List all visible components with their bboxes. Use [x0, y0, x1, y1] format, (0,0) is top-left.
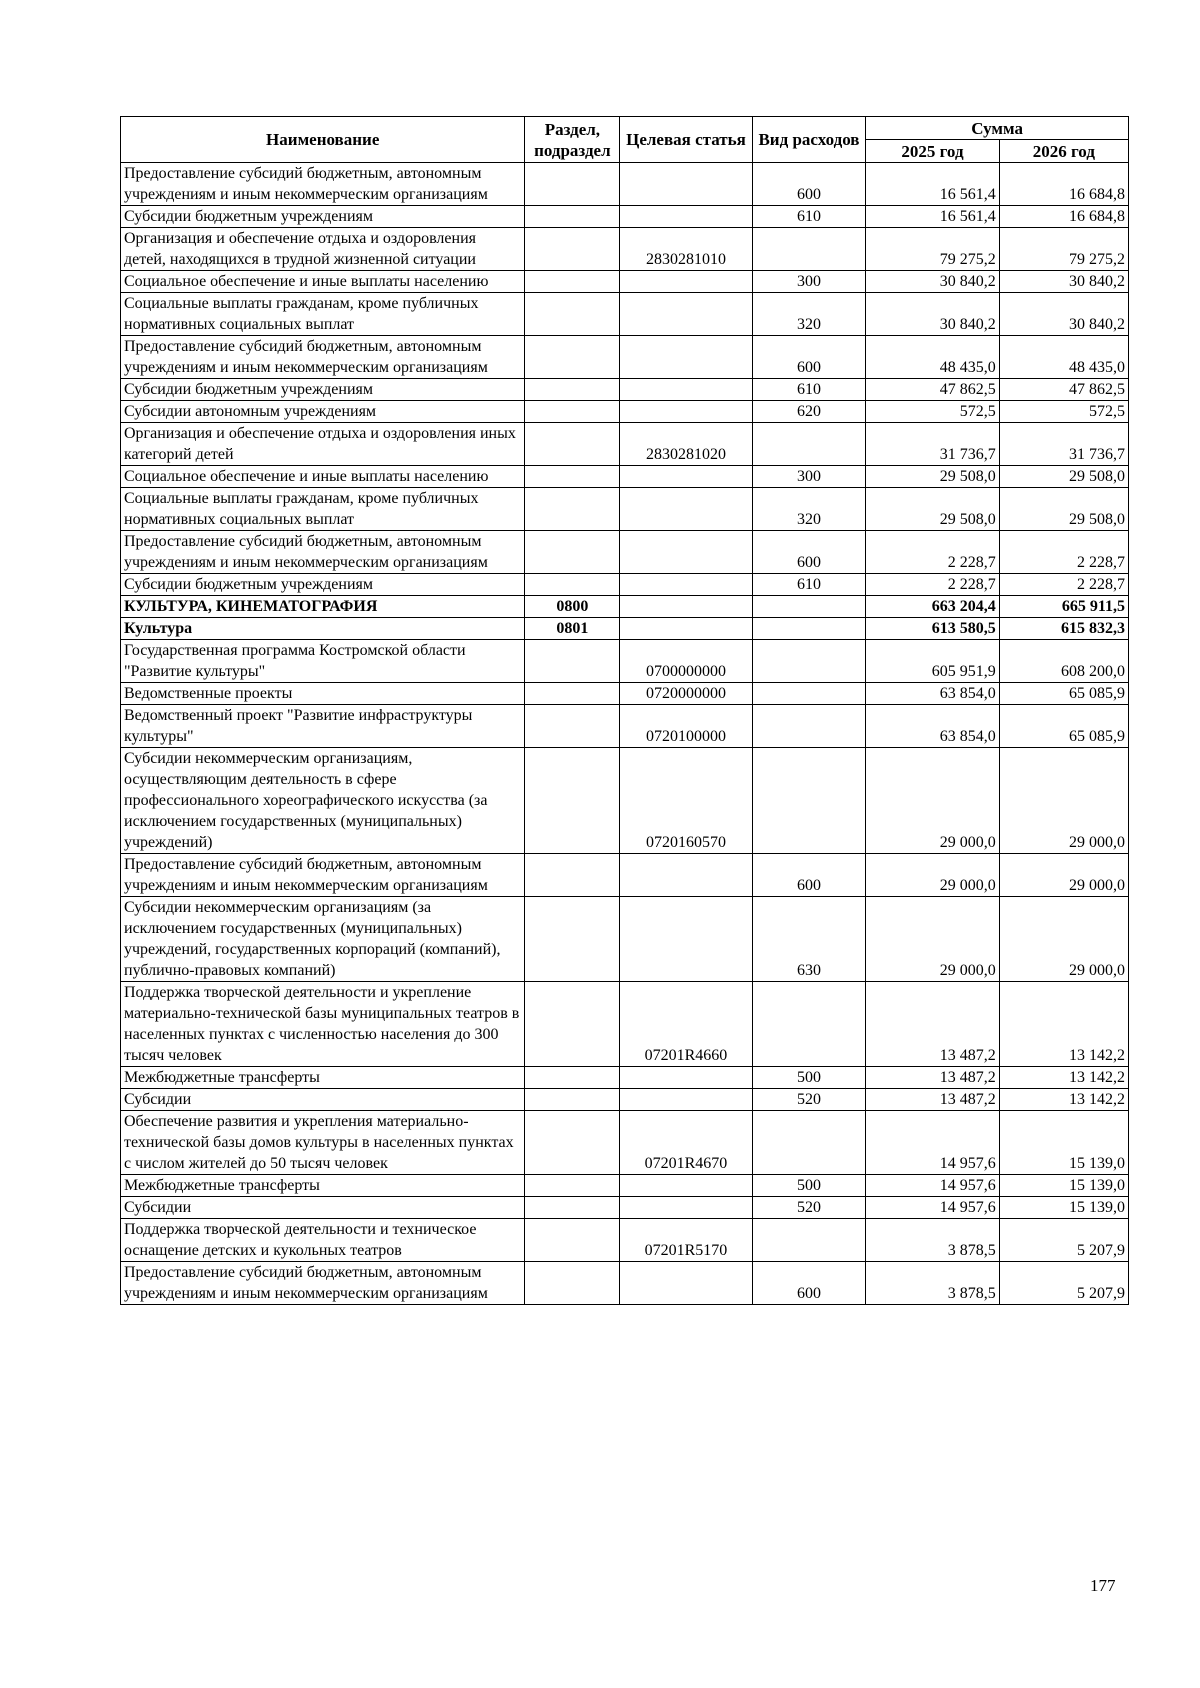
table-row: [121, 293, 1129, 336]
cell-article: [620, 293, 752, 336]
cell-sum-2025: 572,5: [866, 401, 999, 423]
cell-article: [620, 618, 752, 640]
cell-sum-2026: 608 200,0: [999, 640, 1128, 683]
cell-expense-type: [752, 748, 866, 854]
cell-expense-type: [752, 982, 866, 1067]
table-row: [121, 379, 1129, 401]
table-row: [121, 423, 1129, 466]
cell-article: [620, 466, 752, 488]
table-row: [121, 271, 1129, 293]
cell-section: [525, 854, 620, 897]
cell-section: [525, 705, 620, 748]
cell-name: Поддержка творческой деятельности и техническое оснащение детских и кукольных театров: [121, 1219, 525, 1262]
header-section: Раздел, подраздел: [525, 117, 620, 163]
cell-name: Организация и обеспечение отдыха и оздоровления детей, находящихся в трудной жизненной ситуации: [121, 228, 525, 271]
cell-name: Предоставление субсидий бюджетным, автономным учреждениям и иным некоммерческим организациям: [121, 163, 525, 206]
cell-expense-type: 610: [752, 574, 866, 596]
cell-expense-type: 320: [752, 488, 866, 531]
cell-sum-2026: 65 085,9: [999, 683, 1128, 705]
cell-sum-2026: 79 275,2: [999, 228, 1128, 271]
cell-sum-2026: 15 139,0: [999, 1197, 1128, 1219]
cell-expense-type: 300: [752, 271, 866, 293]
cell-expense-type: [752, 596, 866, 618]
cell-sum-2025: 3 878,5: [866, 1262, 999, 1305]
cell-name: Социальное обеспечение и иные выплаты населению: [121, 271, 525, 293]
cell-section: [525, 1089, 620, 1111]
cell-sum-2025: 48 435,0: [866, 336, 999, 379]
cell-article: 07201R4670: [620, 1111, 752, 1175]
cell-expense-type: [752, 228, 866, 271]
cell-sum-2026: 572,5: [999, 401, 1128, 423]
cell-sum-2026: 30 840,2: [999, 271, 1128, 293]
cell-expense-type: 500: [752, 1175, 866, 1197]
cell-expense-type: [752, 618, 866, 640]
cell-section: [525, 293, 620, 336]
table-row: [121, 705, 1129, 748]
cell-expense-type: [752, 640, 866, 683]
cell-article: 0720100000: [620, 705, 752, 748]
cell-sum-2025: 63 854,0: [866, 705, 999, 748]
cell-article: [620, 854, 752, 897]
cell-name: Культура: [121, 618, 525, 640]
cell-article: [620, 1197, 752, 1219]
cell-sum-2025: 14 957,6: [866, 1175, 999, 1197]
cell-name: КУЛЬТУРА, КИНЕМАТОГРАФИЯ: [121, 596, 525, 618]
cell-name: Ведомственные проекты: [121, 683, 525, 705]
cell-sum-2025: 63 854,0: [866, 683, 999, 705]
cell-section: [525, 228, 620, 271]
table-header: [121, 117, 1129, 163]
cell-article: [620, 531, 752, 574]
cell-sum-2025: 613 580,5: [866, 618, 999, 640]
header-expense-type: Вид расходов: [752, 117, 866, 163]
cell-article: [620, 336, 752, 379]
cell-sum-2026: 5 207,9: [999, 1262, 1128, 1305]
table-row: [121, 228, 1129, 271]
cell-sum-2026: 2 228,7: [999, 574, 1128, 596]
cell-sum-2026: 13 142,2: [999, 982, 1128, 1067]
cell-expense-type: 600: [752, 1262, 866, 1305]
cell-name: Социальные выплаты гражданам, кроме публичных нормативных социальных выплат: [121, 293, 525, 336]
cell-sum-2025: 79 275,2: [866, 228, 999, 271]
cell-section: [525, 336, 620, 379]
cell-sum-2026: 665 911,5: [999, 596, 1128, 618]
cell-sum-2026: 29 508,0: [999, 488, 1128, 531]
cell-sum-2025: 29 508,0: [866, 466, 999, 488]
cell-section: [525, 401, 620, 423]
cell-article: [620, 163, 752, 206]
cell-article: 2830281010: [620, 228, 752, 271]
cell-expense-type: [752, 1111, 866, 1175]
cell-section: [525, 897, 620, 982]
cell-section: [525, 748, 620, 854]
cell-name: Предоставление субсидий бюджетным, автономным учреждениям и иным некоммерческим организациям: [121, 1262, 525, 1305]
cell-section: [525, 271, 620, 293]
table-row: [121, 982, 1129, 1067]
table-row: [121, 618, 1129, 640]
table-row: [121, 1262, 1129, 1305]
cell-sum-2026: 47 862,5: [999, 379, 1128, 401]
header-name: Наименование: [121, 117, 525, 163]
cell-article: [620, 488, 752, 531]
cell-article: [620, 897, 752, 982]
cell-sum-2025: 3 878,5: [866, 1219, 999, 1262]
cell-article: [620, 596, 752, 618]
cell-name: Субсидии бюджетным учреждениям: [121, 206, 525, 228]
cell-section: [525, 574, 620, 596]
cell-article: [620, 1175, 752, 1197]
cell-sum-2025: 29 000,0: [866, 897, 999, 982]
cell-sum-2025: 30 840,2: [866, 271, 999, 293]
cell-article: [620, 1089, 752, 1111]
cell-sum-2026: 13 142,2: [999, 1089, 1128, 1111]
table-row: [121, 748, 1129, 854]
cell-expense-type: 600: [752, 854, 866, 897]
table-row: [121, 488, 1129, 531]
cell-expense-type: 630: [752, 897, 866, 982]
cell-sum-2026: 31 736,7: [999, 423, 1128, 466]
cell-expense-type: 300: [752, 466, 866, 488]
cell-name: Организация и обеспечение отдыха и оздоровления иных категорий детей: [121, 423, 525, 466]
header-sum: Сумма: [866, 117, 1129, 140]
cell-name: Социальное обеспечение и иные выплаты населению: [121, 466, 525, 488]
cell-article: 0720000000: [620, 683, 752, 705]
cell-name: Субсидии: [121, 1197, 525, 1219]
cell-article: [620, 206, 752, 228]
table-row: [121, 1197, 1129, 1219]
cell-section: [525, 683, 620, 705]
cell-expense-type: 620: [752, 401, 866, 423]
cell-sum-2025: 29 508,0: [866, 488, 999, 531]
cell-name: Субсидии бюджетным учреждениям: [121, 574, 525, 596]
table-row: [121, 401, 1129, 423]
cell-sum-2026: 2 228,7: [999, 531, 1128, 574]
cell-sum-2025: 13 487,2: [866, 982, 999, 1067]
cell-name: Обеспечение развития и укрепления материально-технической базы домов культуры в населенных пунктах с числом жителей до 50 тысяч человек: [121, 1111, 525, 1175]
cell-sum-2026: 29 000,0: [999, 854, 1128, 897]
cell-name: Субсидии: [121, 1089, 525, 1111]
cell-sum-2026: 29 000,0: [999, 748, 1128, 854]
cell-sum-2026: 13 142,2: [999, 1067, 1128, 1089]
cell-sum-2025: 663 204,4: [866, 596, 999, 618]
budget-table: [120, 116, 1129, 1305]
table-row: [121, 336, 1129, 379]
cell-name: Предоставление субсидий бюджетным, автономным учреждениям и иным некоммерческим организациям: [121, 531, 525, 574]
cell-sum-2025: 16 561,4: [866, 206, 999, 228]
header-article: Целевая статья: [620, 117, 752, 163]
table-row: [121, 596, 1129, 618]
cell-sum-2025: 2 228,7: [866, 574, 999, 596]
cell-expense-type: 320: [752, 293, 866, 336]
cell-section: [525, 1262, 620, 1305]
cell-article: 0700000000: [620, 640, 752, 683]
table-row: [121, 206, 1129, 228]
cell-sum-2026: 29 000,0: [999, 897, 1128, 982]
table-row: [121, 1111, 1129, 1175]
cell-name: Предоставление субсидий бюджетным, автономным учреждениям и иным некоммерческим организациям: [121, 854, 525, 897]
cell-name: Субсидии бюджетным учреждениям: [121, 379, 525, 401]
cell-sum-2025: 29 000,0: [866, 854, 999, 897]
cell-sum-2025: 14 957,6: [866, 1111, 999, 1175]
page-number: 177: [1090, 1576, 1116, 1595]
header-year-2025: 2025 год: [866, 140, 999, 163]
cell-name: Ведомственный проект "Развитие инфраструктуры культуры": [121, 705, 525, 748]
table-row: [121, 574, 1129, 596]
cell-name: Субсидии некоммерческим организациям (за исключением государственных (муниципальных) учреждений, государственных корпораций (компаний), публично-правовых компаний): [121, 897, 525, 982]
cell-name: Межбюджетные трансферты: [121, 1175, 525, 1197]
cell-expense-type: [752, 423, 866, 466]
cell-section: [525, 423, 620, 466]
table-row: [121, 466, 1129, 488]
cell-section: [525, 1175, 620, 1197]
cell-section: [525, 531, 620, 574]
cell-sum-2025: 29 000,0: [866, 748, 999, 854]
header-year-2026: 2026 год: [999, 140, 1128, 163]
cell-expense-type: 600: [752, 163, 866, 206]
cell-section: [525, 163, 620, 206]
cell-article: [620, 1067, 752, 1089]
cell-sum-2025: 14 957,6: [866, 1197, 999, 1219]
cell-sum-2025: 30 840,2: [866, 293, 999, 336]
cell-expense-type: [752, 683, 866, 705]
table-row: [121, 1219, 1129, 1262]
table-row: [121, 531, 1129, 574]
cell-expense-type: 600: [752, 531, 866, 574]
cell-sum-2026: 48 435,0: [999, 336, 1128, 379]
cell-article: [620, 1262, 752, 1305]
table-row: [121, 683, 1129, 705]
cell-article: 07201R5170: [620, 1219, 752, 1262]
cell-sum-2025: 16 561,4: [866, 163, 999, 206]
cell-article: 2830281020: [620, 423, 752, 466]
cell-sum-2025: 2 228,7: [866, 531, 999, 574]
cell-expense-type: 520: [752, 1197, 866, 1219]
cell-section: [525, 1197, 620, 1219]
cell-article: 0720160570: [620, 748, 752, 854]
cell-sum-2026: 65 085,9: [999, 705, 1128, 748]
cell-expense-type: 610: [752, 379, 866, 401]
cell-sum-2026: 30 840,2: [999, 293, 1128, 336]
cell-name: Субсидии автономным учреждениям: [121, 401, 525, 423]
cell-sum-2025: 13 487,2: [866, 1089, 999, 1111]
cell-sum-2026: 16 684,8: [999, 206, 1128, 228]
cell-name: Субсидии некоммерческим организациям, осуществляющим деятельность в сфере профессионального хореографического искусства (за исключением государственных (муниципальных) учреждений): [121, 748, 525, 854]
cell-sum-2025: 31 736,7: [866, 423, 999, 466]
cell-sum-2026: 16 684,8: [999, 163, 1128, 206]
cell-section: [525, 1219, 620, 1262]
cell-expense-type: [752, 1219, 866, 1262]
cell-section: 0800: [525, 596, 620, 618]
cell-name: Поддержка творческой деятельности и укрепление материально-технической базы муниципальных театров в населенных пунктах с численностью населения до 300 тысяч человек: [121, 982, 525, 1067]
cell-article: [620, 271, 752, 293]
cell-name: Государственная программа Костромской области "Развитие культуры": [121, 640, 525, 683]
cell-sum-2025: 47 862,5: [866, 379, 999, 401]
cell-section: [525, 982, 620, 1067]
cell-section: [525, 1111, 620, 1175]
table-row: [121, 1089, 1129, 1111]
cell-sum-2026: 615 832,3: [999, 618, 1128, 640]
cell-article: 07201R4660: [620, 982, 752, 1067]
table-row: [121, 854, 1129, 897]
cell-section: [525, 206, 620, 228]
table-row: [121, 897, 1129, 982]
cell-section: [525, 640, 620, 683]
cell-name: Предоставление субсидий бюджетным, автономным учреждениям и иным некоммерческим организациям: [121, 336, 525, 379]
table-row: [121, 163, 1129, 206]
cell-section: [525, 379, 620, 401]
table-row: [121, 640, 1129, 683]
cell-sum-2026: 5 207,9: [999, 1219, 1128, 1262]
cell-expense-type: 500: [752, 1067, 866, 1089]
cell-section: [525, 488, 620, 531]
cell-expense-type: 610: [752, 206, 866, 228]
cell-name: Социальные выплаты гражданам, кроме публичных нормативных социальных выплат: [121, 488, 525, 531]
cell-article: [620, 401, 752, 423]
cell-section: [525, 1067, 620, 1089]
cell-expense-type: 520: [752, 1089, 866, 1111]
table-row: [121, 1175, 1129, 1197]
cell-expense-type: 600: [752, 336, 866, 379]
cell-sum-2026: 15 139,0: [999, 1111, 1128, 1175]
table-body: [121, 163, 1129, 1305]
cell-name: Межбюджетные трансферты: [121, 1067, 525, 1089]
table-row: [121, 1067, 1129, 1089]
cell-expense-type: [752, 705, 866, 748]
cell-sum-2026: 29 508,0: [999, 466, 1128, 488]
cell-sum-2026: 15 139,0: [999, 1175, 1128, 1197]
cell-sum-2025: 13 487,2: [866, 1067, 999, 1089]
cell-section: [525, 466, 620, 488]
cell-article: [620, 574, 752, 596]
cell-section: 0801: [525, 618, 620, 640]
cell-sum-2025: 605 951,9: [866, 640, 999, 683]
cell-article: [620, 379, 752, 401]
